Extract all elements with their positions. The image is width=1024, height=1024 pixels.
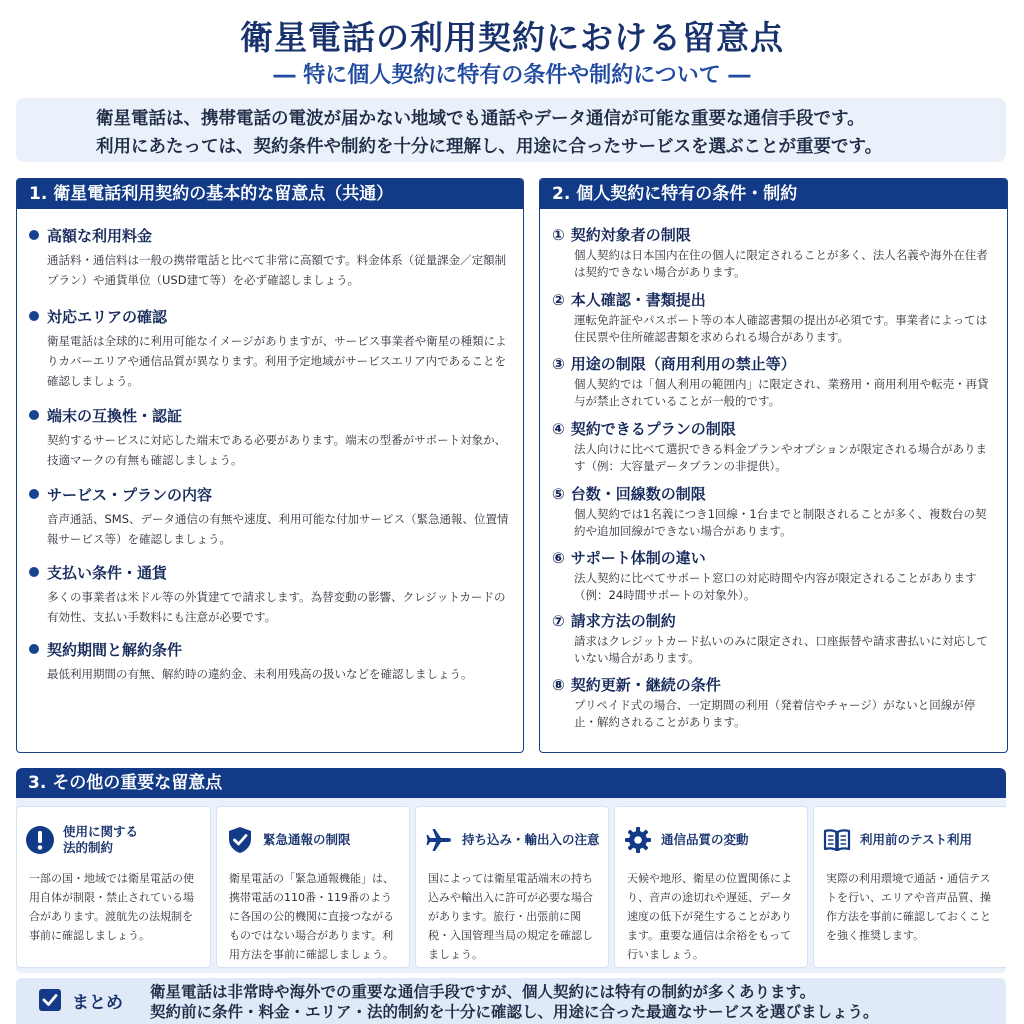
- intro-line-2: 利用にあたっては、契約条件や制約を十分に理解し、用途に合ったサービスを選ぶことが重要です。: [96, 137, 883, 157]
- basic-item: [29, 562, 513, 627]
- item-body: 法人向けに比べて選択できる料金プランやオプションが限定される場合があります（例：大容量データプランの非提供）。: [574, 442, 987, 473]
- item-number: ⑧: [552, 676, 565, 694]
- summary-line-1: 衛星電話は非常時や海外での重要な通信手段ですが、個人契約には特有の制約が多くあります。: [150, 983, 816, 1001]
- summary-line-2: 契約前に条件・料金・エリア・法的制約を十分に確認し、用途に合った最適なサービスを選びましょう。: [150, 1003, 879, 1021]
- item-title: 台数・回線数の制限: [570, 485, 706, 503]
- constraint-item: [552, 547, 997, 604]
- bullet-icon: [29, 644, 39, 654]
- bullet-icon: [29, 567, 39, 577]
- airplane-icon: [424, 825, 454, 855]
- point-card: [813, 806, 1006, 968]
- item-title: 支払い条件・通貨: [47, 564, 168, 582]
- item-body: 契約するサービスに対応した端末である必要があります。端末の型番がサポート対象か、技適マークの有無も確認しましょう。: [47, 433, 507, 467]
- item-number: ①: [552, 226, 565, 244]
- constraint-item: [552, 289, 997, 346]
- intro-box: [16, 98, 1006, 162]
- item-number: ④: [552, 420, 565, 438]
- item-body: 衛星電話は全球的に利用可能なイメージがありますが、サービス事業者や衛星の種類によりカバーエリアや通信品質が異なります。利用予定地域がサービスエリア内であることを確認しましょう。: [47, 334, 507, 388]
- item-title: サポート体制の違い: [570, 549, 706, 567]
- item-body: 個人契約は日本国内在住の個人に限定されることが多く、法人名義や海外在住者は契約できない場合があります。: [574, 248, 988, 279]
- constraint-item: [552, 610, 997, 667]
- gear-icon: [623, 825, 653, 855]
- basic-item: [29, 306, 513, 391]
- exclamation-icon: [25, 825, 55, 855]
- card-title: 緊急通報の制限: [263, 832, 351, 847]
- shield-check-icon: [225, 825, 255, 855]
- basic-item: [29, 639, 513, 684]
- section-3-heading: 3. その他の重要な留意点: [16, 768, 1006, 798]
- page-title: 衛星電話の利用契約における留意点: [240, 18, 784, 57]
- basic-item: [29, 484, 513, 549]
- basic-item: [29, 225, 513, 290]
- section-basic-points: [16, 178, 524, 753]
- item-title: 高額な利用料金: [47, 227, 153, 245]
- section-individual-constraints: [539, 178, 1008, 753]
- card-body: 実際の利用環境で通話・通信テストを行い、エリアや音声品質、操作方法を事前に確認しておくことを強く推奨します。: [826, 872, 991, 942]
- bullet-icon: [29, 311, 39, 321]
- item-title: 契約できるプランの制限: [570, 420, 736, 438]
- item-number: ⑤: [552, 485, 565, 503]
- item-title: 本人確認・書類提出: [570, 291, 706, 309]
- item-body: 最低利用期間の有無、解約時の違約金、未利用残高の扱いなどを確認しましょう。: [47, 667, 473, 681]
- item-number: ②: [552, 291, 565, 309]
- summary-text: [150, 982, 879, 1022]
- constraint-item: [552, 224, 997, 281]
- item-body: 運転免許証やパスポート等の本人確認書類の提出が必須です。事業者によっては住民票や住所確認書類を求められる場合があります。: [574, 313, 988, 344]
- checkbox-check-icon: [38, 988, 62, 1012]
- card-body: 一部の国・地域では衛星電話の使用自体が制限・禁止されている場合があります。渡航先の法規制を事前に確認しましょう。: [29, 872, 194, 942]
- item-number: ⑥: [552, 549, 565, 567]
- card-body: 衛星電話の「緊急通報機能」は、携帯電話の110番・119番のように各国の公的機関に直接つながるものではない場合があります。利用方法を事前に確認しましょう。: [229, 872, 394, 961]
- bullet-icon: [29, 230, 39, 240]
- item-body: 個人契約では「個人利用の範囲内」に限定され、業務用・商用利用や転売・再貸与が禁止されていることが一般的です。: [574, 377, 989, 408]
- constraint-item: [552, 418, 997, 475]
- item-title: 契約対象者の制限: [570, 226, 691, 244]
- book-icon: [822, 825, 852, 855]
- item-number: ③: [552, 355, 565, 373]
- item-body: 請求はクレジットカード払いのみに限定され、口座振替や請求書払いに対応していない場合があります。: [574, 634, 989, 665]
- item-title: 契約期間と解約条件: [47, 641, 183, 659]
- intro-line-1: 衛星電話は、携帯電話の電波が届かない地域でも通話やデータ通信が可能な重要な通信手段です。: [96, 109, 865, 129]
- point-card: [216, 806, 410, 968]
- item-body: 多くの事業者は米ドル等の外貨建てで請求します。為替変動の影響、クレジットカードの有効性、支払い手数料にも注意が必要です。: [47, 590, 506, 624]
- item-title: サービス・プランの内容: [47, 486, 213, 504]
- item-body: 音声通話、SMS、データ通信の有無や速度、利用可能な付加サービス（緊急通報、位置情報サービス等）を確認しましょう。: [47, 512, 509, 546]
- item-title: 請求方法の制約: [570, 612, 676, 630]
- constraint-item: [552, 674, 997, 731]
- bullet-icon: [29, 489, 39, 499]
- summary-label: まとめ: [72, 993, 123, 1013]
- item-body: 個人契約では1名義につき1回線・1台までと制限されることが多く、複数台の契約や追加回線ができない場合があります。: [574, 507, 987, 538]
- point-card: [16, 806, 211, 968]
- section-1-heading: 1. 衛星電話利用契約の基本的な留意点（共通）: [17, 179, 523, 209]
- point-card: [614, 806, 808, 968]
- summary-box: [16, 978, 1006, 1024]
- constraint-item: [552, 483, 997, 540]
- card-body: 天候や地形、衛星の位置関係により、音声の途切れや遅延、データ速度の低下が発生することがあります。重要な通信は余裕をもって行いましょう。: [627, 872, 792, 961]
- item-body: 通話料・通信料は一般の携帯電話と比べて非常に高額です。料金体系（従量課金／定額制プラン）や通貨単位（USD建て等）を必ず確認しましょう。: [47, 253, 507, 287]
- section-other-points: [16, 768, 1006, 973]
- item-number: ⑦: [552, 612, 565, 630]
- card-body: 国によっては衛星電話端末の持ち込みや輸出入に許可が必要な場合があります。旅行・出張前に関税・入国管理当局の規定を確認しましょう。: [428, 872, 593, 961]
- item-title: 対応エリアの確認: [47, 308, 168, 326]
- card-title: 持ち込み・輸出入の注意: [462, 832, 600, 847]
- item-body: プリペイド式の場合、一定期間の利用（発着信やチャージ）がないと回線が停止・解約されることがあります。: [574, 698, 976, 729]
- page-subtitle: ― 特に個人契約に特有の条件や制約について ―: [273, 63, 751, 88]
- constraint-item: [552, 353, 997, 410]
- basic-item: [29, 405, 513, 470]
- section-2-heading: 2. 個人契約に特有の条件・制約: [540, 179, 1007, 209]
- card-title: 利用前のテスト利用: [860, 832, 973, 847]
- card-title: 使用に関する 法的制約: [63, 824, 139, 855]
- point-card: [415, 806, 609, 968]
- bullet-icon: [29, 410, 39, 420]
- item-title: 端末の互換性・認証: [47, 407, 183, 425]
- card-title: 通信品質の変動: [661, 832, 749, 847]
- item-title: 契約更新・継続の条件: [570, 676, 721, 694]
- item-title: 用途の制限（商用利用の禁止等）: [570, 355, 796, 373]
- item-body: 法人契約に比べてサポート窓口の対応時間や内容が限定されることがあります（例：24時間サポートの対象外）。: [574, 571, 977, 602]
